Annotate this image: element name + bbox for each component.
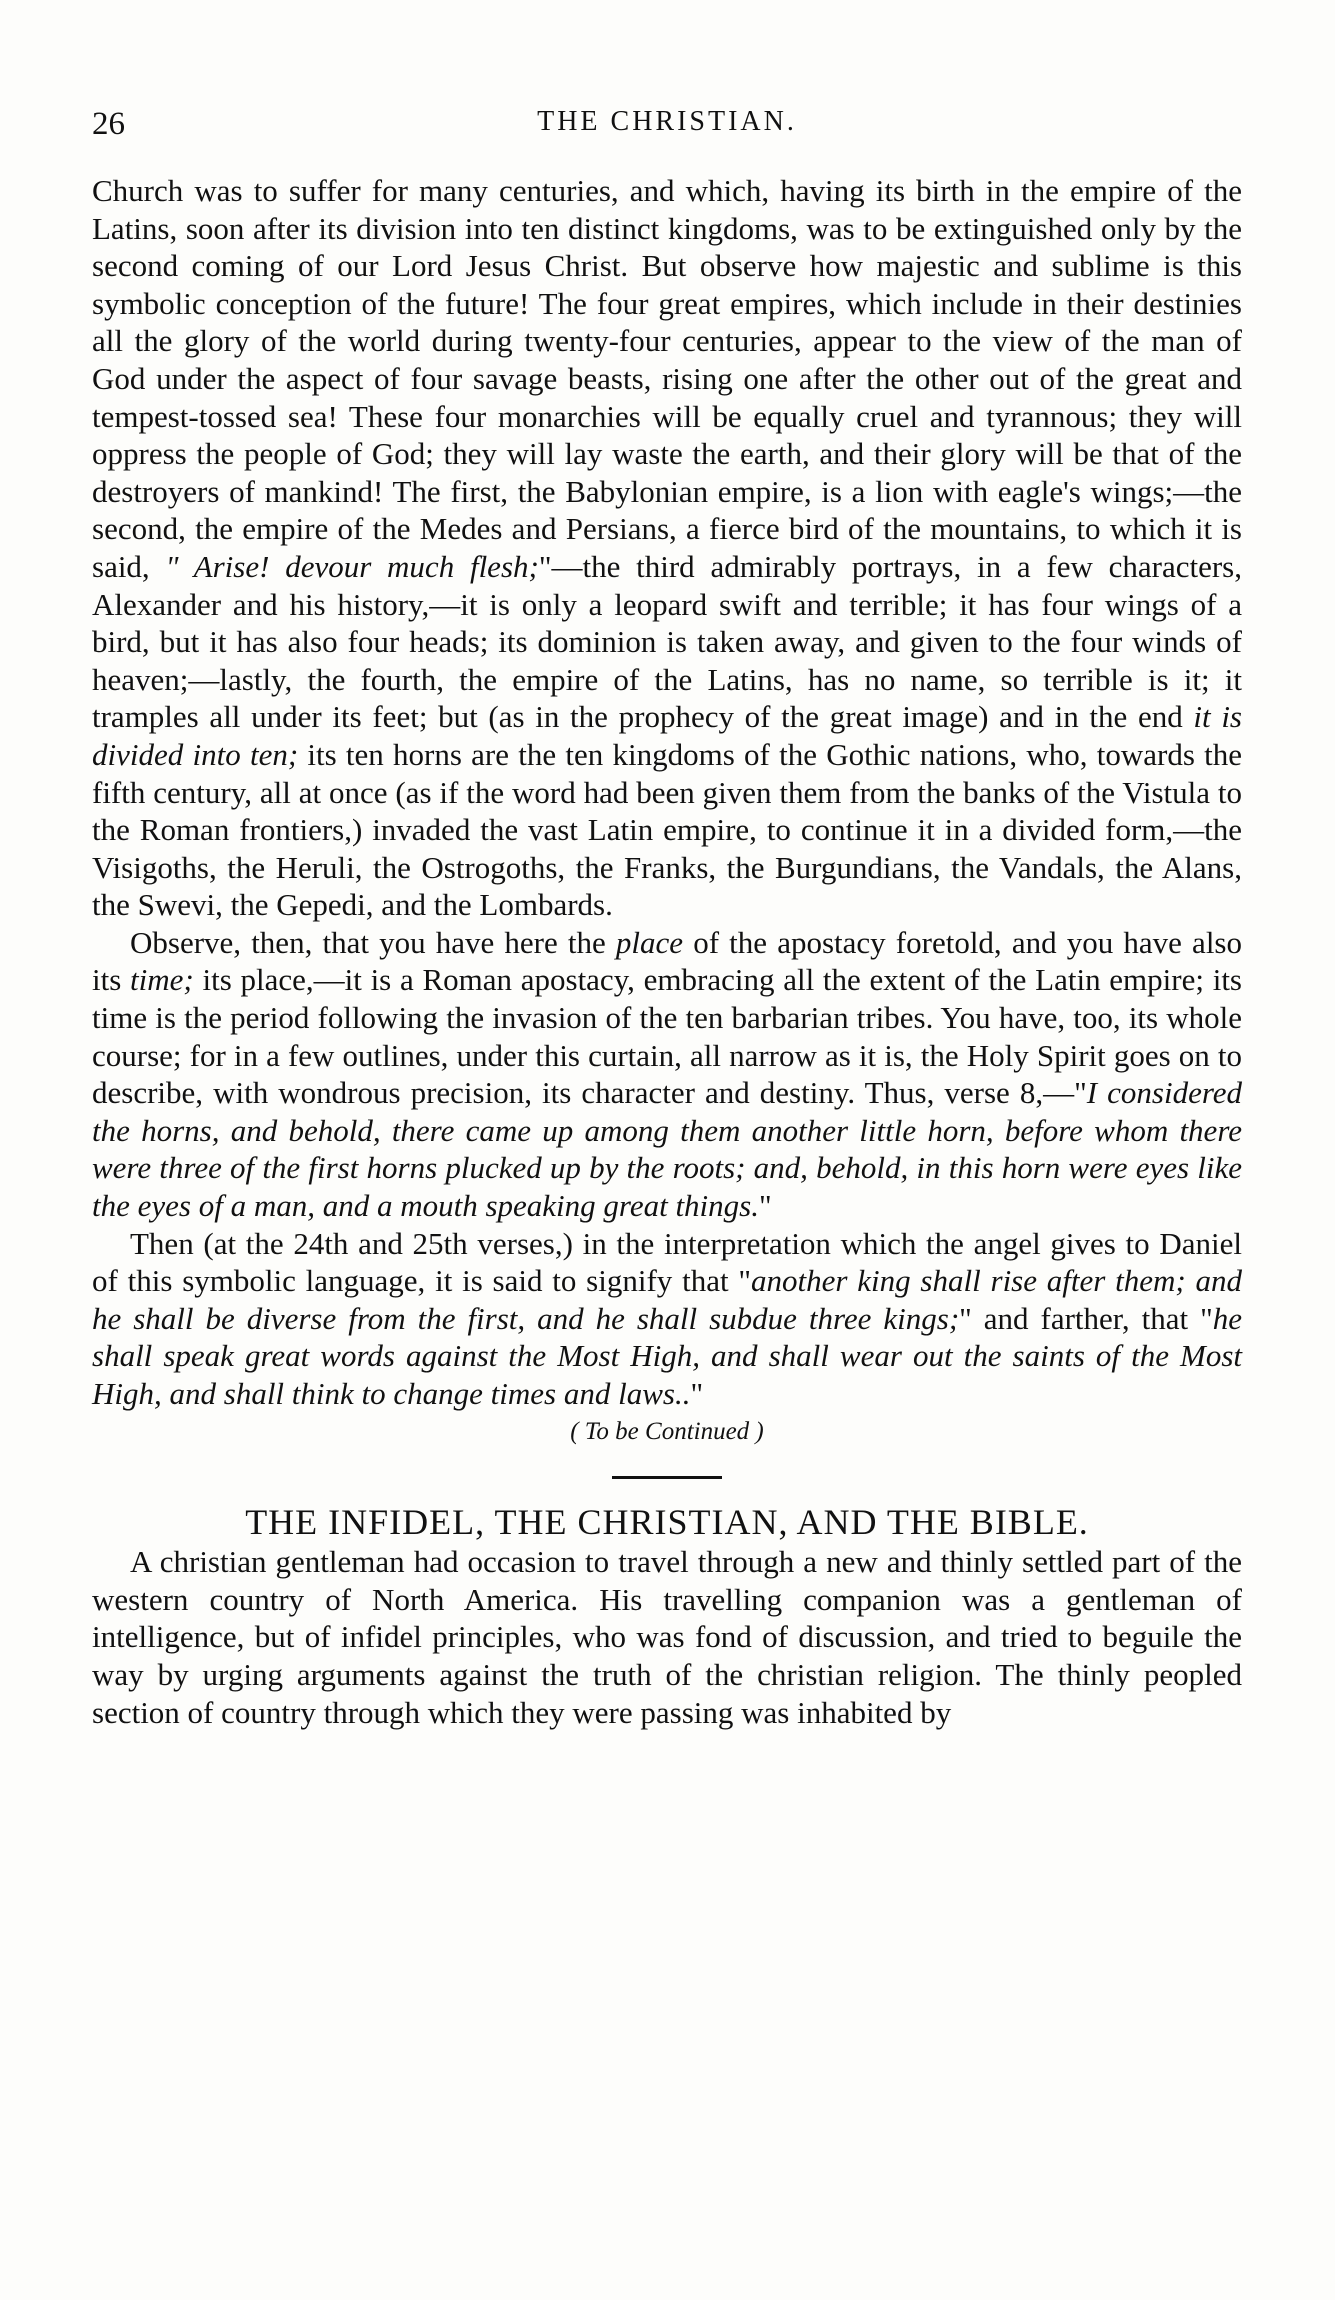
text-span: Observe, then, that you have here the: [130, 924, 616, 960]
italic-quote: it is divided into ten;: [92, 699, 1242, 772]
article-title: THE INFIDEL, THE CHRISTIAN, AND THE BIBLE.: [245, 1502, 1089, 1543]
paragraph: [92, 1225, 1242, 1413]
italic-word: time;: [130, 962, 194, 998]
text-span: ": [690, 1376, 704, 1411]
page-header: [92, 106, 1242, 146]
page-body: [92, 172, 1242, 1731]
text-span: of the apostacy foretold, and you have also its: [92, 924, 1242, 998]
section-divider: [612, 1476, 722, 1479]
italic-quote: " Arise! devour much flesh;: [165, 548, 539, 584]
paragraph: [92, 172, 1242, 924]
text-span: " and farther, that ": [959, 1300, 1213, 1336]
paragraph: [92, 924, 1242, 1225]
running-title: THE CHRISTIAN.: [537, 106, 797, 137]
text-span: ": [758, 1188, 772, 1224]
page-number: 26: [92, 106, 125, 142]
to-be-continued-note: ( To be Continued ): [570, 1417, 764, 1445]
italic-quote: he shall speak great words against the Most High, and shall wear out the saints of the Most High, and shall think to change times and laws..: [92, 1300, 1242, 1411]
italic-word: place: [615, 924, 684, 960]
text-span: its ten horns are the ten kingdoms of the Gothic nations, who, towards the fifth century, all at once (as if the word had been given them from the banks of the Vistula to the Roman frontiers,) invaded the vast Latin empire, to continue it in a divided form,—the Visigoths, the Heruli, the Ostrogoths, the Franks, the Burgundians, the Vandals, the Alans, the Swevi, the Gepedi, and the Lombards.: [92, 736, 1242, 923]
text-span: its place,—it is a Roman apostacy, embracing all the extent of the Latin empire; its time is the period following the invasion of the ten barbarian tribes. You have, too, its whole course; for in a few outlines, under this curtain, all narrow as it is, the Holy Spirit goes on to describe, with wondrous precision, its character and destiny. Thus, verse 8,—": [92, 962, 1242, 1111]
text-span: Church was to suffer for many centuries, and which, having its birth in the empire of the Latins, soon after its division into ten distinct kingdoms, was to be extinguished only by the second coming of our Lord Jesus Christ. But observe how majestic and sublime is this symbolic conception of the future! The four great empires, which include in their destinies all the glory of the world during twenty-four centuries, appear to the view of the man of God under the aspect of four savage beasts, rising one after the other out of the great and tempest-tossed sea! These four monarchies will be equally cruel and tyrannous; they will oppress the people of God; they will lay waste the earth, and their glory will be that of the destroyers of mankind! The first, the Babylonian empire, is a lion with eagle's wings;—the second, the empire of the Medes and Persians, a fierce bird of the mountains, to which it is said,: [92, 173, 1242, 584]
italic-quote: another king shall rise after them; and he shall be diverse from the first, and he shall subdue three kings;: [92, 1263, 1243, 1336]
text-span: "—the third admirably portrays, in a few characters, Alexander and his history,—it is only a leopard swift and terrible; it has four wings of a bird, but it has also four heads; its dominion is taken away, and given to the four winds of heaven;—lastly, the fourth, the empire of the Latins, has no name, so terrible is it; it tramples all under its feet; but (as in the prophecy of the great image) and in the end: [92, 548, 1242, 735]
text-span: Then (at the 24th and 25th verses,) in the interpretation which the angel gives to Daniel of this symbolic language, it is said to signify that ": [92, 1225, 1242, 1299]
italic-quote: I considered the horns, and behold, there came up among them another little horn, before whom there were three of the first horns plucked up by the roots; and, behold, in this horn were eyes like the eyes of a man, and a mouth speaking great things.: [92, 1075, 1242, 1224]
paragraph: A christian gentleman had occasion to travel through a new and thinly settled part of the western country of North America. His travelling companion was a gentleman of intelligence, but of infidel principles, who was fond of discussion, and tried to beguile the way by urging arguments against the truth of the christian religion. The thinly peopled section of country through which they were passing was inhabited by: [92, 1544, 1242, 1730]
